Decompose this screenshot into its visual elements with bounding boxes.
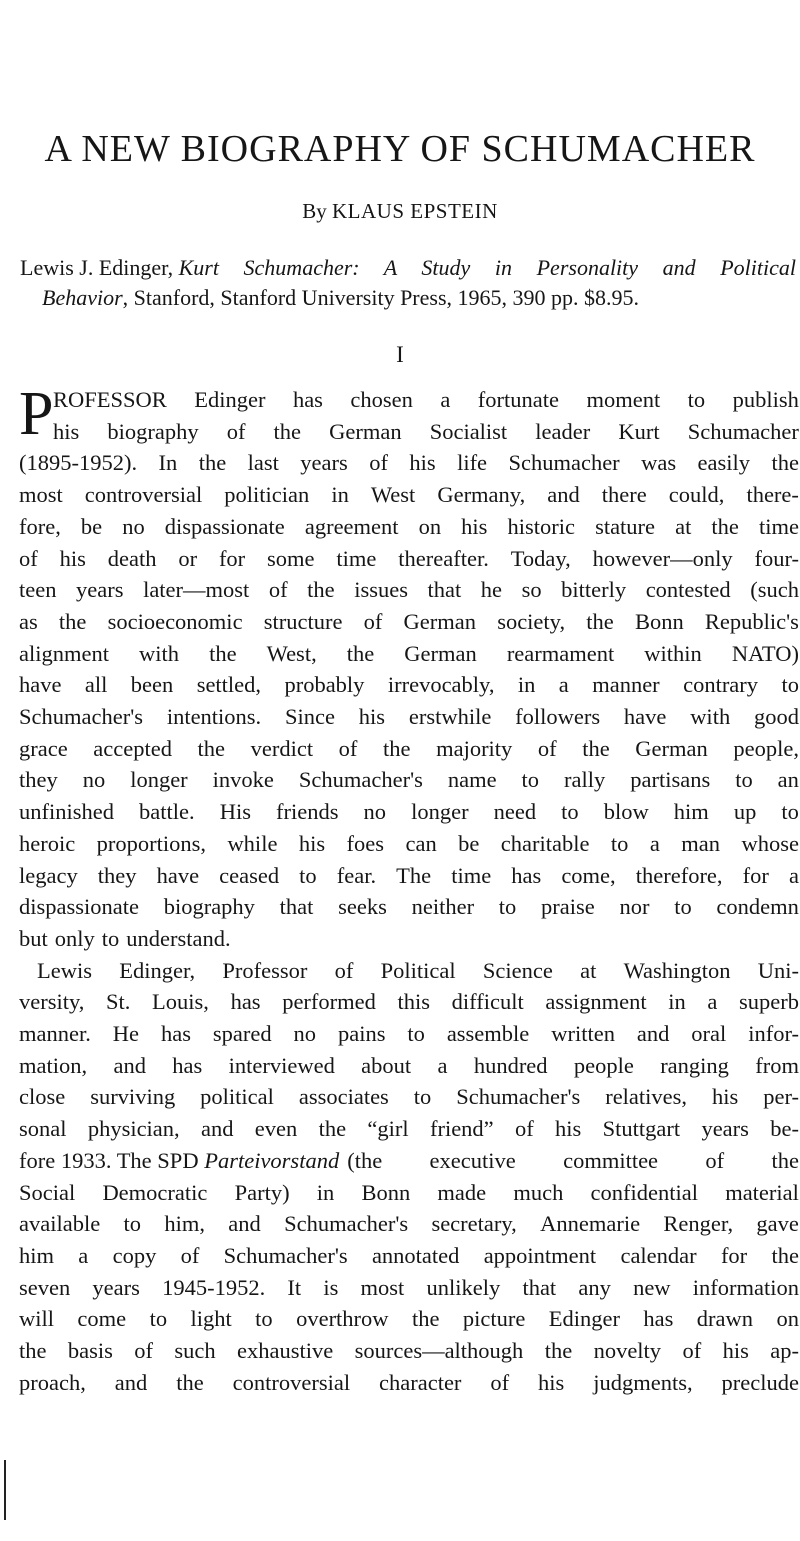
author-name: KLAUS EPSTEIN [332,199,498,223]
text-line: most controversial politician in West Germany, and there could, there- [19,482,799,508]
drop-cap: P [19,380,54,448]
text-line: sonal physician, and even the “girl friend” of his Stuttgart years be- [19,1116,799,1142]
citation-author: Lewis J. Edinger, [20,255,179,280]
text-line-with-italic [19,1145,799,1177]
text-line: grace accepted the verdict of the majority of the German people, [19,735,799,761]
text-line: but only to understand. [19,925,231,951]
text-line: manner. He has spared no pains to assemble written and oral infor- [19,1021,799,1047]
margin-mark [4,1460,6,1520]
text-line: versity, St. Louis, has performed this difficult assignment in a superb [19,989,799,1015]
text-fragment: (the executive committee of the [347,1147,799,1173]
text-line: seven years 1945-1952. It is most unlikely that any new information [19,1274,799,1300]
text-line: unfinished battle. His friends no longer need to blow him up to [19,799,799,825]
text-line: close surviving political associates to Schumacher's relatives, his per- [19,1084,799,1110]
text-line: as the socioeconomic structure of German society, the Bonn Republic's [19,608,799,634]
section-number: I [396,342,404,367]
text-line: Social Democratic Party) in Bonn made much confidential material [19,1179,799,1205]
text-line: Schumacher's intentions. Since his erstwhile followers have with good [19,704,799,730]
paragraph-2 [19,955,799,1399]
text-line: mation, and has interviewed about a hundred people ranging from [19,1052,799,1078]
text-line: dispassionate biography that seeks neither to praise nor to condemn [19,894,799,920]
citation-book-title-part1: Kurt Schumacher: A Study in Personality and Political [178,255,796,280]
byline [0,197,800,225]
text-line: his biography of the German Socialist leader Kurt Schumacher [53,418,799,444]
byline-prefix: By [302,199,327,223]
text-line: (1895-1952). In the last years of his life Schumacher was easily the [19,450,799,476]
text-line: ROFESSOR Edinger has chosen a fortunate moment to publish [53,387,799,412]
text-line: they no longer invoke Schumacher's name to rally partisans to an [19,767,799,793]
citation-line-1 [20,253,796,283]
text-line: legacy they have ceased to fear. The time has come, therefore, for a [19,862,799,888]
article-title: A NEW BIOGRAPHY OF SCHUMACHER [44,128,756,170]
citation-line-2 [20,283,796,313]
italic-term: Parteivorstand [204,1147,340,1173]
book-citation [20,253,796,313]
text-line: the basis of such exhaustive sources—although the novelty of his ap- [19,1338,799,1364]
citation-publisher: , Stanford, Stanford University Press, 1965, 390 pp. $8.95. [122,285,640,310]
article-body [19,380,799,1399]
text-line: will come to light to overthrow the picture Edinger has drawn on [19,1306,799,1332]
text-line: heroic proportions, while his foes can be charitable to a man whose [19,830,799,856]
text-line: Lewis Edinger, Professor of Political Science at Washington Uni- [37,957,799,983]
text-line: fore, be no dispassionate agreement on his historic stature at the time [19,513,799,539]
text-line: available to him, and Schumacher's secretary, Annemarie Renger, gave [19,1211,799,1237]
text-line: of his death or for some time thereafter. Today, however—only four- [19,545,799,571]
text-fragment: fore 1933. The SPD [19,1147,205,1173]
paragraph-1 [19,380,799,955]
text-line: him a copy of Schumacher's annotated appointment calendar for the [19,1242,799,1268]
text-line: proach, and the controversial character of his judgments, preclude [19,1369,799,1395]
text-line: teen years later—most of the issues that he so bitterly contested (such [19,577,799,603]
citation-book-title-part2: Behavior [42,285,123,310]
text-line: alignment with the West, the German rearmament within NATO) [19,640,799,666]
text-line: have all been settled, probably irrevocably, in a manner contrary to [19,672,799,698]
